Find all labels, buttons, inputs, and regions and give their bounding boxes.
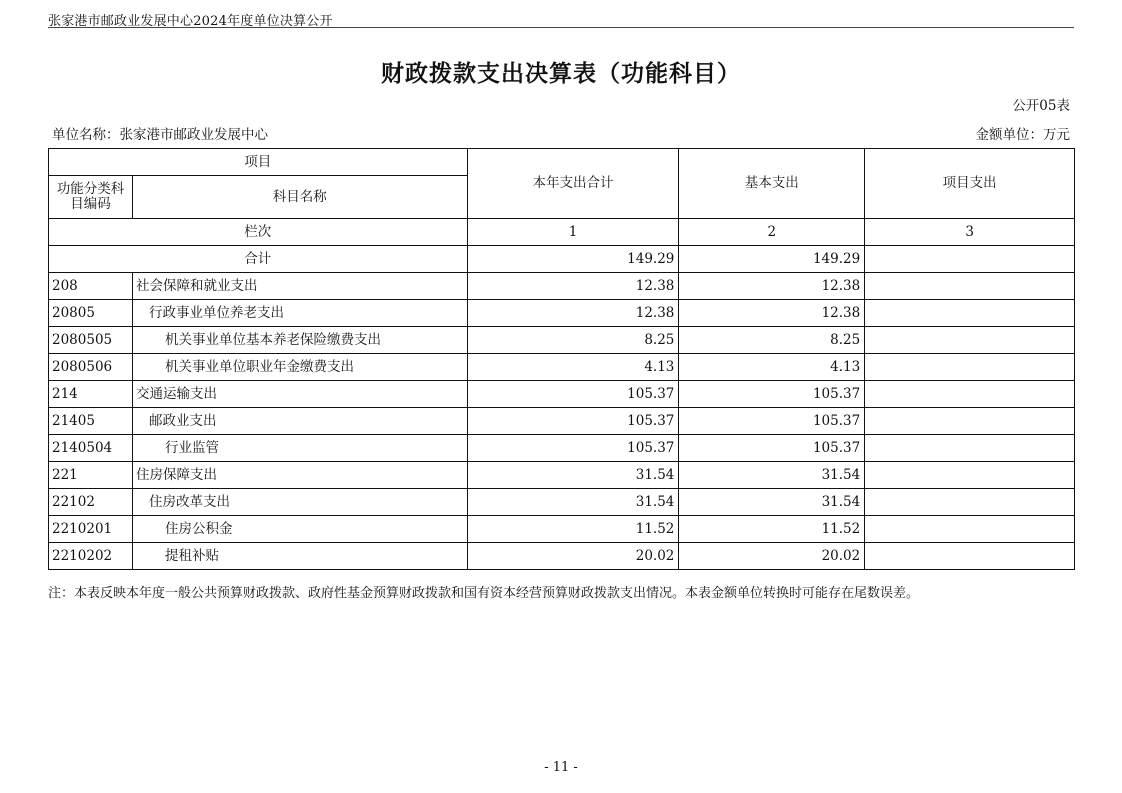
col-seq-1: 1 (467, 219, 679, 246)
row-name: 邮政业支出 (132, 408, 467, 435)
row-code: 2210201 (49, 516, 133, 543)
row-basic: 105.37 (679, 381, 865, 408)
row-project (865, 408, 1075, 435)
row-project (865, 462, 1075, 489)
row-basic: 31.54 (679, 462, 865, 489)
table-row (49, 408, 1075, 435)
row-total: 105.37 (467, 408, 679, 435)
row-code: 214 (49, 381, 133, 408)
column-sequence-row (49, 219, 1075, 246)
row-project (865, 435, 1075, 462)
row-total: 8.25 (467, 327, 679, 354)
header-basic: 基本支出 (679, 149, 865, 219)
row-code: 2140504 (49, 435, 133, 462)
row-total: 20.02 (467, 543, 679, 570)
row-project (865, 300, 1075, 327)
row-code: 20805 (49, 300, 133, 327)
row-total: 31.54 (467, 489, 679, 516)
table-row (49, 381, 1075, 408)
row-name: 机关事业单位职业年金缴费支出 (132, 354, 467, 381)
table-row (49, 273, 1075, 300)
summary-label: 合计 (49, 246, 468, 273)
table-number: 公开05表 (1012, 98, 1070, 114)
row-project (865, 489, 1075, 516)
unit-name: 单位名称：张家港市邮政业发展中心 (52, 127, 268, 143)
table-row (49, 489, 1075, 516)
header-item: 项目 (49, 149, 468, 176)
table-row (49, 516, 1075, 543)
row-code: 2080506 (49, 354, 133, 381)
row-total: 105.37 (467, 435, 679, 462)
table-row (49, 462, 1075, 489)
row-code: 2080505 (49, 327, 133, 354)
row-code: 22102 (49, 489, 133, 516)
row-code: 21405 (49, 408, 133, 435)
header-code: 功能分类科目编码 (49, 176, 133, 219)
header-total: 本年支出合计 (467, 149, 679, 219)
row-basic: 4.13 (679, 354, 865, 381)
expenditure-table (48, 148, 1075, 570)
table-row (49, 300, 1075, 327)
row-code: 2210202 (49, 543, 133, 570)
row-name: 住房公积金 (132, 516, 467, 543)
row-name: 行政事业单位养老支出 (132, 300, 467, 327)
row-name: 社会保障和就业支出 (132, 273, 467, 300)
header-divider (48, 27, 1074, 28)
row-basic: 20.02 (679, 543, 865, 570)
row-basic: 31.54 (679, 489, 865, 516)
header-name: 科目名称 (132, 176, 467, 219)
table-row (49, 327, 1075, 354)
row-project (865, 516, 1075, 543)
row-name: 交通运输支出 (132, 381, 467, 408)
row-name: 住房改革支出 (132, 489, 467, 516)
row-project (865, 543, 1075, 570)
row-name: 机关事业单位基本养老保险缴费支出 (132, 327, 467, 354)
row-basic: 12.38 (679, 273, 865, 300)
row-total: 105.37 (467, 381, 679, 408)
col-seq-2: 2 (679, 219, 865, 246)
row-name: 住房保障支出 (132, 462, 467, 489)
footnote: 注：本表反映本年度一般公共预算财政拨款、政府性基金预算财政拨款和国有资本经营预算财政拨款支出情况。本表金额单位转换时可能存在尾数误差。 (48, 586, 920, 601)
row-total: 11.52 (467, 516, 679, 543)
table-row (49, 543, 1075, 570)
row-project (865, 381, 1075, 408)
page-title: 财政拨款支出决算表（功能科目） (381, 61, 741, 87)
row-code: 208 (49, 273, 133, 300)
row-total: 31.54 (467, 462, 679, 489)
summary-row (49, 246, 1075, 273)
row-total: 12.38 (467, 300, 679, 327)
amount-unit: 金额单位：万元 (975, 127, 1070, 143)
row-name: 行业监管 (132, 435, 467, 462)
col-seq-label: 栏次 (49, 219, 468, 246)
row-code: 221 (49, 462, 133, 489)
summary-project (865, 246, 1075, 273)
row-total: 4.13 (467, 354, 679, 381)
summary-total: 149.29 (467, 246, 679, 273)
row-basic: 105.37 (679, 408, 865, 435)
table-row (49, 354, 1075, 381)
row-basic: 8.25 (679, 327, 865, 354)
page-number: - 11 - (544, 760, 578, 775)
running-header: 张家港市邮政业发展中心2024年度单位决算公开 (48, 14, 333, 29)
header-project: 项目支出 (865, 149, 1075, 219)
row-basic: 105.37 (679, 435, 865, 462)
row-basic: 12.38 (679, 300, 865, 327)
row-name: 提租补贴 (132, 543, 467, 570)
table-row (49, 435, 1075, 462)
row-project (865, 354, 1075, 381)
row-project (865, 273, 1075, 300)
col-seq-3: 3 (865, 219, 1075, 246)
row-project (865, 327, 1075, 354)
header-row (49, 149, 1075, 176)
summary-basic: 149.29 (679, 246, 865, 273)
row-basic: 11.52 (679, 516, 865, 543)
row-total: 12.38 (467, 273, 679, 300)
